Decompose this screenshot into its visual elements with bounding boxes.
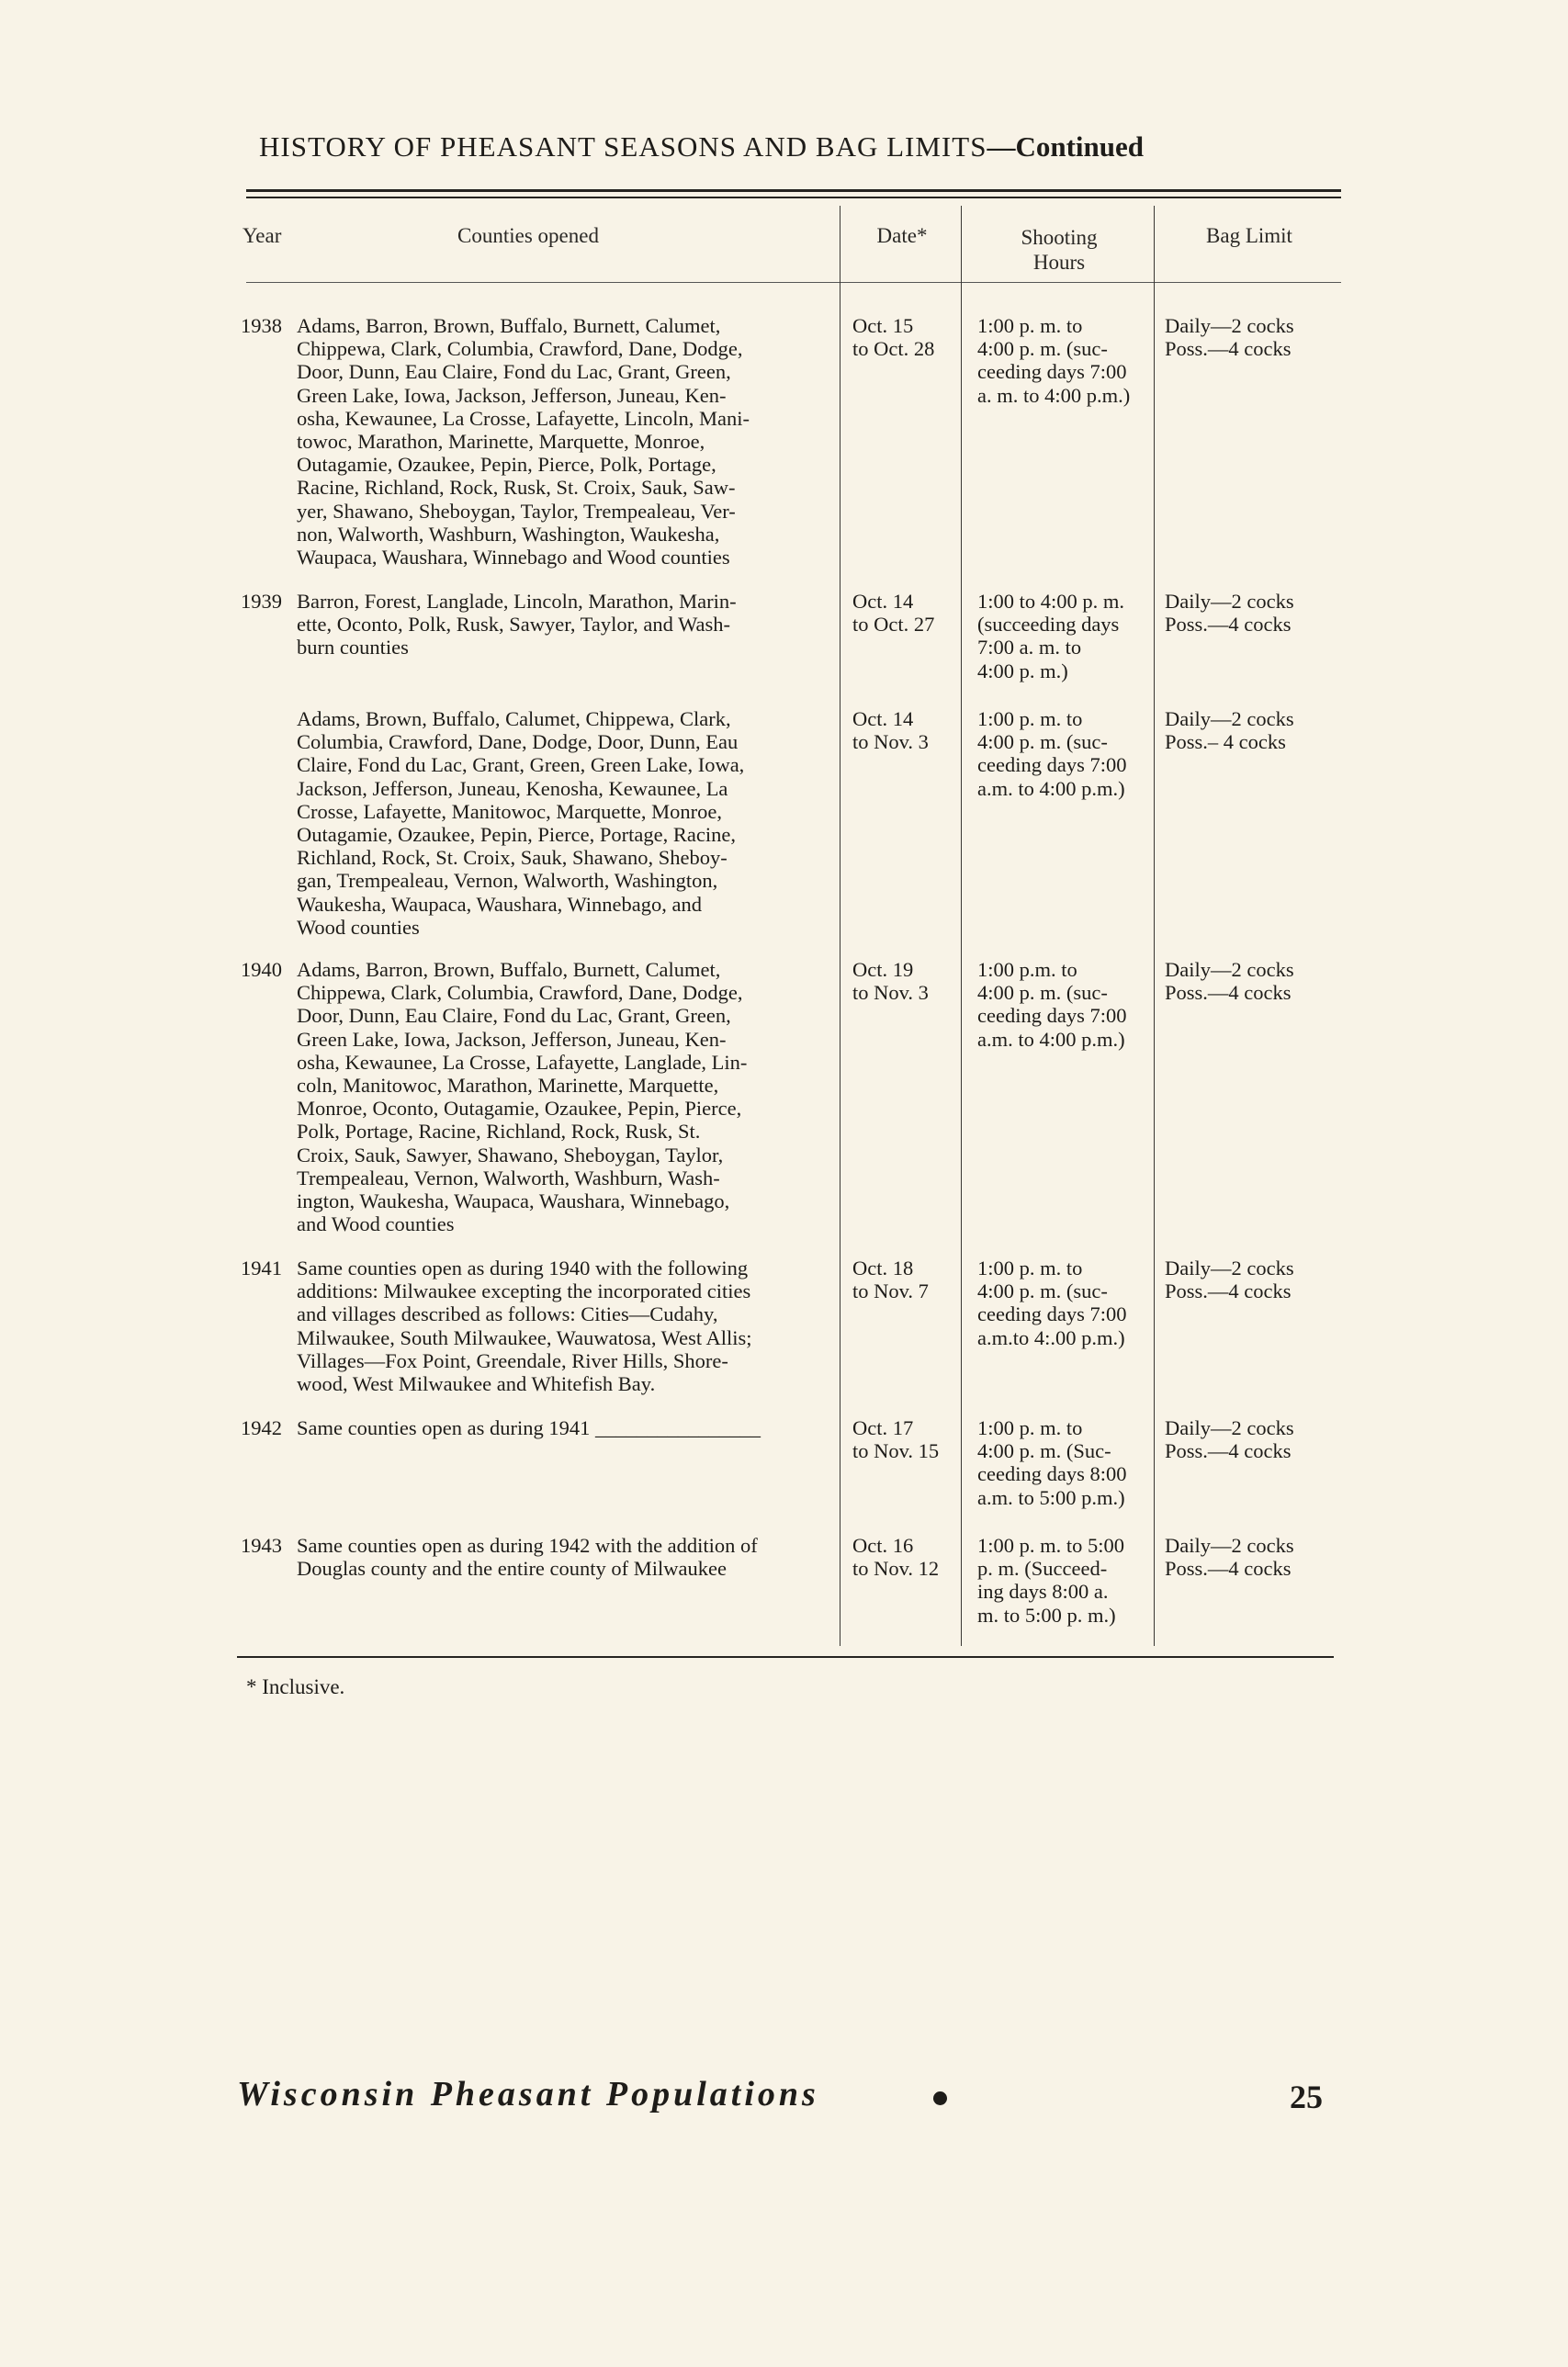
row-shooting-hours-line: 4:00 p. m.) (977, 659, 1068, 682)
row-date-line: Oct. 17 (852, 1416, 914, 1439)
row-shooting-hours-line: a.m. to 4:00 p.m.) (977, 1027, 1125, 1051)
row-date-line: Oct. 19 (852, 958, 914, 981)
row-counties-line: towoc, Marathon, Marinette, Marquette, Monroe, (297, 430, 705, 454)
row-counties-line: Adams, Brown, Buffalo, Calumet, Chippewa, Clark, (297, 707, 731, 730)
row-counties-line: Trempealeau, Vernon, Walworth, Washburn, Wash- (297, 1166, 720, 1189)
row-counties-line: Same counties open as during 1941 ________________ (297, 1416, 761, 1439)
row-date-line: to Nov. 3 (852, 730, 929, 754)
row-counties-line: Adams, Barron, Brown, Buffalo, Burnett, Calumet, (297, 958, 721, 981)
row-counties (297, 958, 747, 1235)
header-year: Year (243, 224, 282, 247)
row-bag-limit-line: Daily—2 cocks (1165, 1257, 1294, 1279)
row-shooting-hours-line: 1:00 p. m. to (977, 707, 1083, 730)
row-bag-limit-line: Daily—2 cocks (1165, 590, 1294, 613)
row-bag-limit-line: Daily—2 cocks (1165, 1534, 1294, 1557)
row-counties-line: osha, Kewaunee, La Crosse, Lafayette, Langlade, Lin- (297, 1050, 748, 1074)
row-bag-limit-line: Poss.—4 cocks (1165, 981, 1292, 1005)
row-bag-limit-line: Daily—2 cocks (1165, 958, 1294, 981)
row-bag-limit (1165, 1534, 1294, 1580)
row-year: 1941 (241, 1257, 282, 1279)
row-bag-limit-line: Poss.—4 cocks (1165, 1279, 1292, 1303)
table-top-rule (246, 189, 1341, 192)
row-shooting-hours-line: 4:00 p. m. (suc- (977, 1279, 1108, 1303)
row-counties-line: burn counties (297, 636, 409, 659)
row-date (852, 1534, 939, 1580)
row-counties-line: and Wood counties (297, 1212, 455, 1236)
row-counties-line: Green Lake, Iowa, Jackson, Jefferson, Juneau, Ken- (297, 383, 727, 407)
row-shooting-hours-line: a.m. to 5:00 p.m.) (977, 1485, 1125, 1509)
row-date-line: to Nov. 15 (852, 1439, 940, 1463)
row-shooting-hours-line: ceeding days 7:00 (977, 360, 1127, 384)
title-continued: —Continued (987, 130, 1144, 163)
row-year: 1940 (241, 958, 282, 981)
row-shooting-hours-line: 1:00 p. m. to (977, 1416, 1083, 1439)
row-date-line: Oct. 14 (852, 707, 914, 730)
row-shooting-hours (977, 590, 1124, 682)
row-date-line: to Oct. 27 (852, 613, 935, 637)
row-year: 1942 (241, 1416, 282, 1439)
row-counties-line: Waukesha, Waupaca, Waushara, Winnebago, and (297, 892, 703, 916)
row-shooting-hours-line: m. to 5:00 p. m.) (977, 1603, 1116, 1627)
row-bag-limit (1165, 958, 1294, 1004)
row-shooting-hours-line: 1:00 p. m. to (977, 1257, 1083, 1279)
row-counties-line: Chippewa, Clark, Columbia, Crawford, Dane, Dodge, (297, 337, 743, 361)
row-counties-line: Monroe, Oconto, Outagamie, Ozaukee, Pepin, Pierce, (297, 1097, 742, 1121)
row-counties (297, 1257, 751, 1395)
header-shooting-hours-line: Hours (1032, 251, 1086, 274)
row-bag-limit-line: Daily—2 cocks (1165, 1416, 1294, 1439)
row-shooting-hours-line: 4:00 p. m. (suc- (977, 730, 1108, 754)
row-date (852, 958, 929, 1004)
row-date (852, 1416, 939, 1462)
row-counties (297, 707, 744, 939)
row-counties-line: Claire, Fond du Lac, Grant, Green, Green Lake, Iowa, (297, 753, 745, 777)
row-shooting-hours-line: 7:00 a. m. to (977, 636, 1082, 659)
row-shooting-hours-line: ceeding days 7:00 (977, 1004, 1127, 1028)
row-counties-line: osha, Kewaunee, La Crosse, Lafayette, Lincoln, Mani- (297, 406, 750, 430)
header-divider (246, 282, 1341, 283)
row-bag-limit-line: Daily—2 cocks (1165, 707, 1294, 730)
row-counties (297, 314, 750, 569)
row-counties-line: ette, Oconto, Polk, Rusk, Sawyer, Taylor, and Wash- (297, 613, 731, 637)
row-bag-limit (1165, 707, 1294, 753)
header-date: Date* (876, 224, 928, 247)
row-counties-line: Croix, Sauk, Sawyer, Shawano, Sheboygan, Taylor, (297, 1143, 724, 1167)
row-counties-line: Douglas county and the entire county of Milwaukee (297, 1557, 727, 1581)
row-year: 1938 (241, 314, 282, 337)
row-shooting-hours-line: a.m. to 4:00 p.m.) (977, 776, 1125, 800)
footer-publication-title: Wisconsin Pheasant Populations (237, 2075, 819, 2113)
row-bag-limit (1165, 314, 1294, 360)
row-shooting-hours (977, 707, 1126, 800)
table-top-rule-inner (246, 197, 1341, 198)
row-counties-line: Same counties open as during 1942 with the addition of (297, 1534, 758, 1557)
row-shooting-hours-line: 4:00 p. m. (Suc- (977, 1439, 1111, 1463)
row-bag-limit-line: Poss.—4 cocks (1165, 613, 1292, 637)
row-shooting-hours-line: ceeding days 8:00 (977, 1462, 1127, 1486)
row-shooting-hours (977, 958, 1126, 1051)
row-shooting-hours-line: ceeding days 7:00 (977, 753, 1127, 777)
row-counties-line: Waupaca, Waushara, Winnebago and Wood counties (297, 546, 730, 569)
row-counties-line: wood, West Milwaukee and Whitefish Bay. (297, 1372, 656, 1396)
row-shooting-hours-line: 1:00 p. m. to 5:00 (977, 1534, 1125, 1557)
row-shooting-hours (977, 314, 1130, 407)
row-date-line: to Oct. 28 (852, 337, 935, 361)
row-counties-line: yer, Shawano, Sheboygan, Taylor, Trempealeau, Ver- (297, 499, 736, 523)
row-date (852, 1257, 929, 1302)
row-date-line: Oct. 18 (852, 1257, 914, 1279)
row-date (852, 590, 934, 636)
row-counties-line: Racine, Richland, Rock, Rusk, St. Croix, Sauk, Saw- (297, 476, 736, 500)
row-shooting-hours (977, 1534, 1124, 1627)
row-bag-limit-line: Daily—2 cocks (1165, 314, 1294, 337)
row-shooting-hours-line: a. m. to 4:00 p.m.) (977, 383, 1131, 407)
row-bag-limit (1165, 590, 1294, 636)
row-counties-line: Richland, Rock, St. Croix, Sauk, Shawano, Sheboy- (297, 846, 728, 870)
row-counties-line: Crosse, Lafayette, Manitowoc, Marquette, Monroe, (297, 799, 722, 823)
row-year: 1943 (241, 1534, 282, 1557)
row-shooting-hours-line: 1:00 p.m. to (977, 958, 1077, 981)
row-shooting-hours-line: ing days 8:00 a. (977, 1580, 1109, 1604)
page-number: 25 (1290, 2079, 1323, 2115)
bullet-icon (933, 2091, 947, 2105)
row-counties-line: Villages—Fox Point, Greendale, River Hills, Shore- (297, 1348, 728, 1372)
row-counties (297, 1534, 758, 1580)
row-counties-line: Same counties open as during 1940 with the following (297, 1257, 749, 1279)
row-date (852, 314, 934, 360)
row-date-line: Oct. 14 (852, 590, 914, 613)
row-counties-line: non, Walworth, Washburn, Washington, Waukesha, (297, 522, 720, 546)
row-shooting-hours-line: p. m. (Succeed- (977, 1557, 1108, 1581)
row-counties-line: Chippewa, Clark, Columbia, Crawford, Dane, Dodge, (297, 981, 743, 1005)
row-date-line: to Nov. 3 (852, 981, 929, 1005)
column-divider-date (961, 206, 962, 1646)
row-counties-line: ington, Waukesha, Waupaca, Waushara, Winnebago, (297, 1189, 730, 1213)
row-bag-limit-line: Poss.—4 cocks (1165, 1557, 1292, 1581)
row-shooting-hours-line: 1:00 to 4:00 p. m. (977, 590, 1125, 613)
row-counties (297, 1416, 761, 1439)
row-counties-line: Outagamie, Ozaukee, Pepin, Pierce, Polk, Portage, (297, 453, 716, 477)
row-counties-line: Adams, Barron, Brown, Buffalo, Burnett, Calumet, (297, 314, 721, 337)
header-bag-limit: Bag Limit (1206, 224, 1292, 247)
row-date-line: to Nov. 7 (852, 1279, 929, 1303)
row-year: 1939 (241, 590, 282, 613)
row-shooting-hours-line: a.m.to 4:.00 p.m.) (977, 1325, 1125, 1349)
row-bag-limit-line: Poss.—4 cocks (1165, 337, 1292, 361)
row-date-line: Oct. 15 (852, 314, 914, 337)
row-counties-line: Wood counties (297, 915, 420, 939)
table-bottom-rule (237, 1656, 1334, 1658)
row-counties-line: Milwaukee, South Milwaukee, Wauwatosa, West Allis; (297, 1325, 752, 1349)
row-shooting-hours-line: ceeding days 7:00 (977, 1302, 1127, 1326)
row-shooting-hours (977, 1416, 1126, 1509)
row-date (852, 707, 929, 753)
page-title (259, 130, 1144, 163)
row-counties-line: gan, Trempealeau, Vernon, Walworth, Washington, (297, 869, 718, 893)
row-counties-line: Barron, Forest, Langlade, Lincoln, Marathon, Marin- (297, 590, 737, 613)
column-divider-hours (1154, 206, 1155, 1646)
title-main: HISTORY OF PHEASANT SEASONS AND BAG LIMITS (259, 130, 987, 163)
row-shooting-hours-line: 1:00 p. m. to (977, 314, 1083, 337)
row-counties-line: additions: Milwaukee excepting the incorporated cities (297, 1279, 751, 1303)
footnote: * Inclusive. (246, 1675, 345, 1698)
row-shooting-hours-line: 4:00 p. m. (suc- (977, 981, 1108, 1005)
row-counties-line: Jackson, Jefferson, Juneau, Kenosha, Kewaunee, La (297, 776, 728, 800)
header-counties: Counties opened (457, 224, 599, 247)
row-date-line: Oct. 16 (852, 1534, 914, 1557)
row-bag-limit-line: Poss.—4 cocks (1165, 1439, 1292, 1463)
row-counties-line: Columbia, Crawford, Dane, Dodge, Door, Dunn, Eau (297, 730, 739, 754)
row-bag-limit-line: Poss.– 4 cocks (1165, 730, 1286, 754)
row-counties-line: Door, Dunn, Eau Claire, Fond du Lac, Grant, Green, (297, 1004, 731, 1028)
row-counties-line: Green Lake, Iowa, Jackson, Jefferson, Juneau, Ken- (297, 1027, 727, 1051)
row-shooting-hours-line: (succeeding days (977, 613, 1120, 637)
row-counties-line: Outagamie, Ozaukee, Pepin, Pierce, Portage, Racine, (297, 823, 736, 847)
row-counties-line: coln, Manitowoc, Marathon, Marinette, Marquette, (297, 1074, 719, 1098)
row-shooting-hours-line: 4:00 p. m. (suc- (977, 337, 1108, 361)
row-bag-limit (1165, 1416, 1294, 1462)
row-counties-line: Polk, Portage, Racine, Richland, Rock, Rusk, St. (297, 1120, 701, 1144)
header-shooting-hours-line: Shooting (1021, 226, 1098, 249)
row-shooting-hours (977, 1257, 1126, 1349)
row-counties-line: and villages described as follows: Cities—Cudahy, (297, 1302, 718, 1326)
header-shooting-hours (964, 225, 1154, 275)
row-date-line: to Nov. 12 (852, 1557, 940, 1581)
row-bag-limit (1165, 1257, 1294, 1302)
row-counties-line: Door, Dunn, Eau Claire, Fond du Lac, Grant, Green, (297, 360, 731, 384)
row-counties (297, 590, 737, 659)
